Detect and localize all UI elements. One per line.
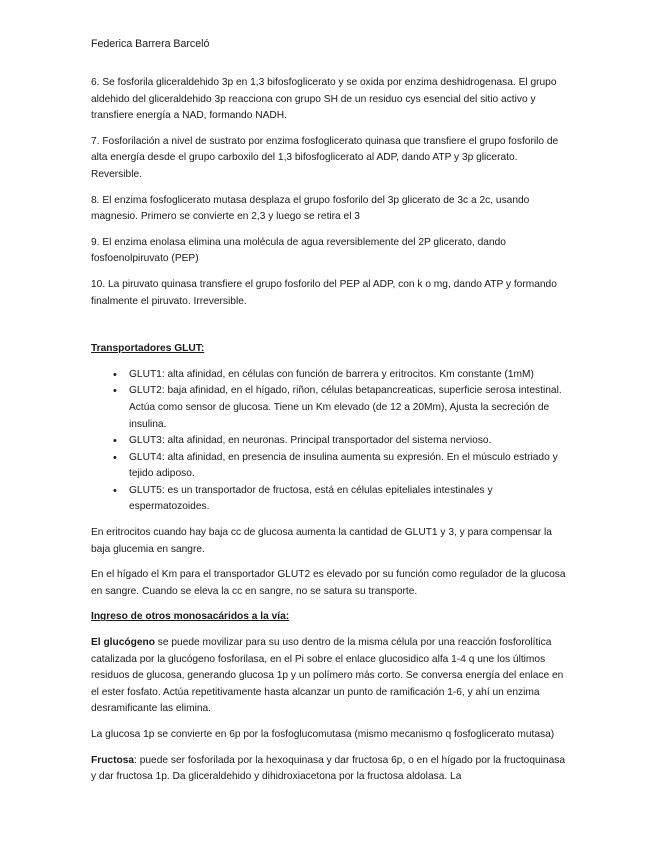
monosaccharides-heading: Ingreso de otros monosacáridos a la vía: bbox=[91, 611, 290, 623]
bullet-icon: • bbox=[113, 385, 117, 398]
glycolysis-step-10: 10. La piruvato quinasa transfiere el grupo fosforilo del PEP al ADP, con k o mg, dando ATP y formando finalmente el piruvato. Irreversible. bbox=[91, 278, 557, 307]
section-spacer bbox=[91, 319, 569, 341]
glut-heading: Transportadores GLUT: bbox=[91, 343, 205, 355]
glut-item-text: GLUT2: baja afinidad, en el hígado, riñon, células betapancreaticas, superficie serosa intestinal. Actúa como sensor de glucosa. Tiene un Km elevado (de 12 a 20Mm), Ajusta la secreción de insulina. bbox=[129, 385, 562, 430]
author-header: Federica Barrera Barceló bbox=[91, 38, 210, 50]
glut-list-item bbox=[91, 367, 569, 384]
glycogen-text: se puede movilizar para su uso dentro de la misma célula por una reacción fosforolítica catalizada por la glucógeno fosforilasa, en el Pi sobre el enlace glucosidico alfa 1-4 q une los últimos residuos de glucosa, generando glucosa 1p y un polímero más corto. Se conversa energía del enlace en el ester fosfato. Actúa repetitivamente hasta alcanzar un punto de ramificación 1-6, y ahí un enzima desramificante las elimina. bbox=[91, 637, 564, 715]
glycogen-paragraph bbox=[91, 635, 569, 718]
glut-item-text: GLUT5: es un transportador de fructosa, está en células epiteliales intestinales y espermatozoides. bbox=[129, 484, 493, 513]
bullet-icon: • bbox=[113, 484, 117, 497]
glut-list bbox=[91, 367, 569, 516]
glycolysis-step-6: 6. Se fosforila gliceraldehido 3p en 1,3 bifosfoglicerato y se oxida por enzima deshidrogenasa. El grupo aldehido del gliceraldehido 3p reacciona con grupo SH de un residuo cys esencial del sitio activo y transfiere energía a NAD, formando NADH. bbox=[91, 77, 557, 122]
document-body bbox=[91, 75, 569, 795]
glut-list-item bbox=[91, 450, 569, 483]
fructose-term: Fructosa bbox=[91, 754, 135, 766]
glycolysis-step-9: 9. El enzima enolasa elimina una molécula de agua reversiblemente del 2P glicerato, dando fosfoenolpiruvato (PEP) bbox=[91, 236, 506, 265]
bullet-icon: • bbox=[113, 368, 117, 381]
glut-item-text: GLUT3: alta afinidad, en neuronas. Principal transportador del sistema nervioso. bbox=[129, 435, 492, 447]
glut-item-text: GLUT1: alta afinidad, en células con función de barrera y eritrocitos. Km constante (1mM) bbox=[129, 368, 534, 380]
glut-item-text: GLUT4: alta afinidad, en presencia de insulina aumenta su expresión. En el músculo estriado y tejido adiposo. bbox=[129, 451, 558, 480]
glut-list-item bbox=[91, 383, 569, 433]
bullet-icon: • bbox=[113, 435, 117, 448]
liver-paragraph: En el hígado el Km para el transportador GLUT2 es elevado por su función como regulador de la glucosa en sangre. Cuando se eleva la cc en sangre, no se satura su transporte. bbox=[91, 569, 566, 597]
glycolysis-step-8: 8. El enzima fosfoglicerato mutasa desplaza el grupo fosforilo del 3p glicerato de 3c a 2c, usando magnesio. Primero se convierte en 2,3 y luego se retira el 3 bbox=[91, 194, 530, 223]
glut-list-item bbox=[91, 433, 569, 450]
erythrocytes-paragraph: En eritrocitos cuando hay baja cc de glucosa aumenta la cantidad de GLUT1 y 3, y para compensar la baja glucemia en sangre. bbox=[91, 527, 552, 555]
glycogen-term: El glucógeno bbox=[91, 637, 155, 649]
glycolysis-step-7: 7. Fosforilación a nivel de sustrato por enzima fosfoglicerato quinasa que transfiere el grupo fosforilo de alta energía desde el grupo carboxilo del 1,3 bifosfoglicerato al ADP, dando ATP y 3p glicerato. Reversible. bbox=[91, 135, 559, 180]
glut-list-item bbox=[91, 483, 569, 516]
bullet-icon: • bbox=[113, 451, 117, 464]
fructose-text: : puede ser fosforilada por la hexoquinasa y dar fructosa 6p, o en el hígado por la fructoquinasa y dar fructosa 1p. Da gliceraldehido y dihidroxiacetona por la fructosa aldolasa. La bbox=[91, 754, 566, 783]
glucose1p-paragraph: La glucosa 1p se convierte en 6p por la fosfoglucomutasa (mismo mecanismo q fosfoglicerato mutasa) bbox=[91, 729, 555, 740]
fructose-paragraph bbox=[91, 753, 569, 786]
